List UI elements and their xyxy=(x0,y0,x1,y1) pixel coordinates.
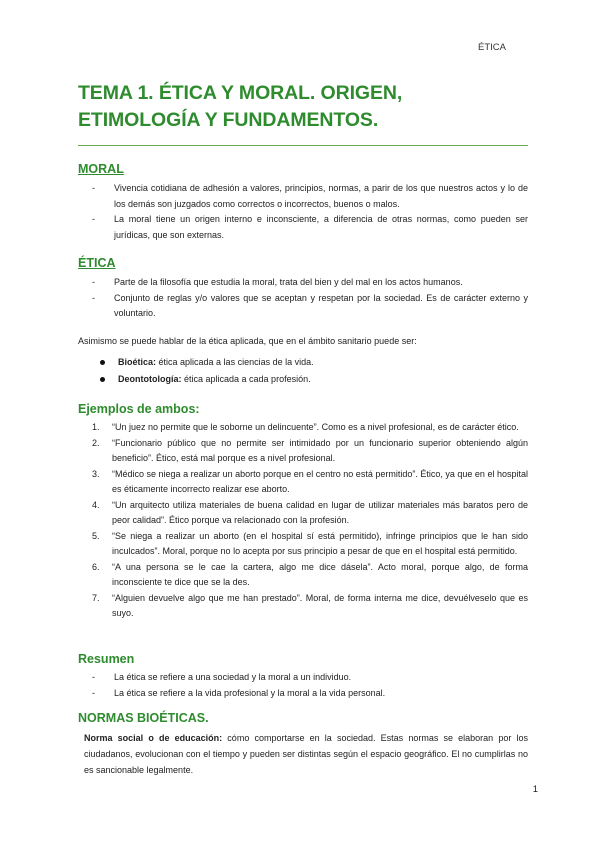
title-underline xyxy=(78,145,528,146)
list-item: - Vivencia cotidiana de adhesión a valores, principios, normas, a parir de los que nuestros actos y lo de los demás son juzgados como correctos o incorrectos, buenos o malos. xyxy=(92,183,528,209)
resumen-heading: Resumen xyxy=(78,652,135,666)
list-item: - Conjunto de reglas y/o valores que se aceptan y respetan por la sociedad. Es de carácter externo y voluntario. xyxy=(92,292,528,318)
aplicada-list xyxy=(100,354,528,388)
bullet-icon xyxy=(100,360,105,365)
list-item: 3. “Médico se niega a realizar un aborto porque en el centro no está permitido”. Ético, ya que en el hospital es éticamente incorrecto realizar ese aborto. xyxy=(92,468,528,494)
list-item: 2. “Funcionario público que no permite ser intimidado por un funcionario superior obteniendo algún beneficio”. Ético, está mal porque es a nivel profesional. xyxy=(92,437,528,463)
page-number: 1 xyxy=(532,784,538,795)
list-item: Bioética: ética aplicada a las ciencias de la vida. xyxy=(100,354,528,371)
resumen-list xyxy=(92,670,528,701)
list-item: - Parte de la filosofía que estudia la moral, trata del bien y del mal en los actos humanos. xyxy=(92,277,463,287)
list-item: - La ética se refiere a una sociedad y la moral a un individuo. xyxy=(92,672,352,682)
list-item: 5. “Se niega a realizar un aborto (en el hospital sí está permitido), infringe principios que le han sido inculcados”. Moral, porque no lo acepta por sus principio a pesar de que en el hospital está permitido. xyxy=(92,530,528,556)
ejemplos-list xyxy=(92,420,528,622)
bullet-icon xyxy=(100,377,105,382)
list-item: 4. “Un arquitecto utiliza materiales de buena calidad en lugar de utilizar materiales más baratos pero de peor calidad”. Ético porque va relacionado con la profesión. xyxy=(92,499,528,525)
ejemplos-heading: Ejemplos de ambos: xyxy=(78,402,200,416)
document-title: TEMA 1. ÉTICA Y MORAL. ORIGEN, ETIMOLOGÍA Y FUNDAMENTOS. xyxy=(78,82,403,131)
list-item: 1. “Un juez no permite que le soborne un delincuente”. Como es a nivel profesional, es de carácter ético. xyxy=(92,422,519,432)
list-item: - La ética se refiere a la vida profesional y la moral a la vida personal. xyxy=(92,687,386,698)
aplicada-intro: Asimismo se puede hablar de la ética aplicada, que en el ámbito sanitario puede ser: xyxy=(78,336,417,346)
list-item: 7. “Alguien devuelve algo que me han prestado”. Moral, de forma interna me dice, devuélveselo que es suyo. xyxy=(92,592,528,618)
etica-heading: ÉTICA xyxy=(78,256,116,270)
list-item: Deontotología: ética aplicada a cada profesión. xyxy=(100,371,528,388)
moral-list xyxy=(92,181,528,243)
normas-heading: NORMAS BIOÉTICAS. xyxy=(78,711,209,725)
page-header: ÉTICA xyxy=(478,42,506,53)
normas-paragraph: Norma social o de educación: cómo comportarse en la sociedad. Estas normas se elaboran por los ciudadanos, evolucionan con el tiempo y pueden ser distintas según el espacio geográfico. El no cumplirlas no es sancionable legalmente. xyxy=(84,733,528,775)
etica-list xyxy=(92,275,528,322)
list-item: - La moral tiene un origen interno e inconsciente, a diferencia de otras normas, como pueden ser jurídicas, que son externas. xyxy=(92,214,528,240)
moral-heading: MORAL xyxy=(78,162,124,176)
list-item: 6. “A una persona se le cae la cartera, algo me dice dásela”. Acto moral, porque algo, de forma inconsciente te dice que se la des. xyxy=(92,561,528,587)
